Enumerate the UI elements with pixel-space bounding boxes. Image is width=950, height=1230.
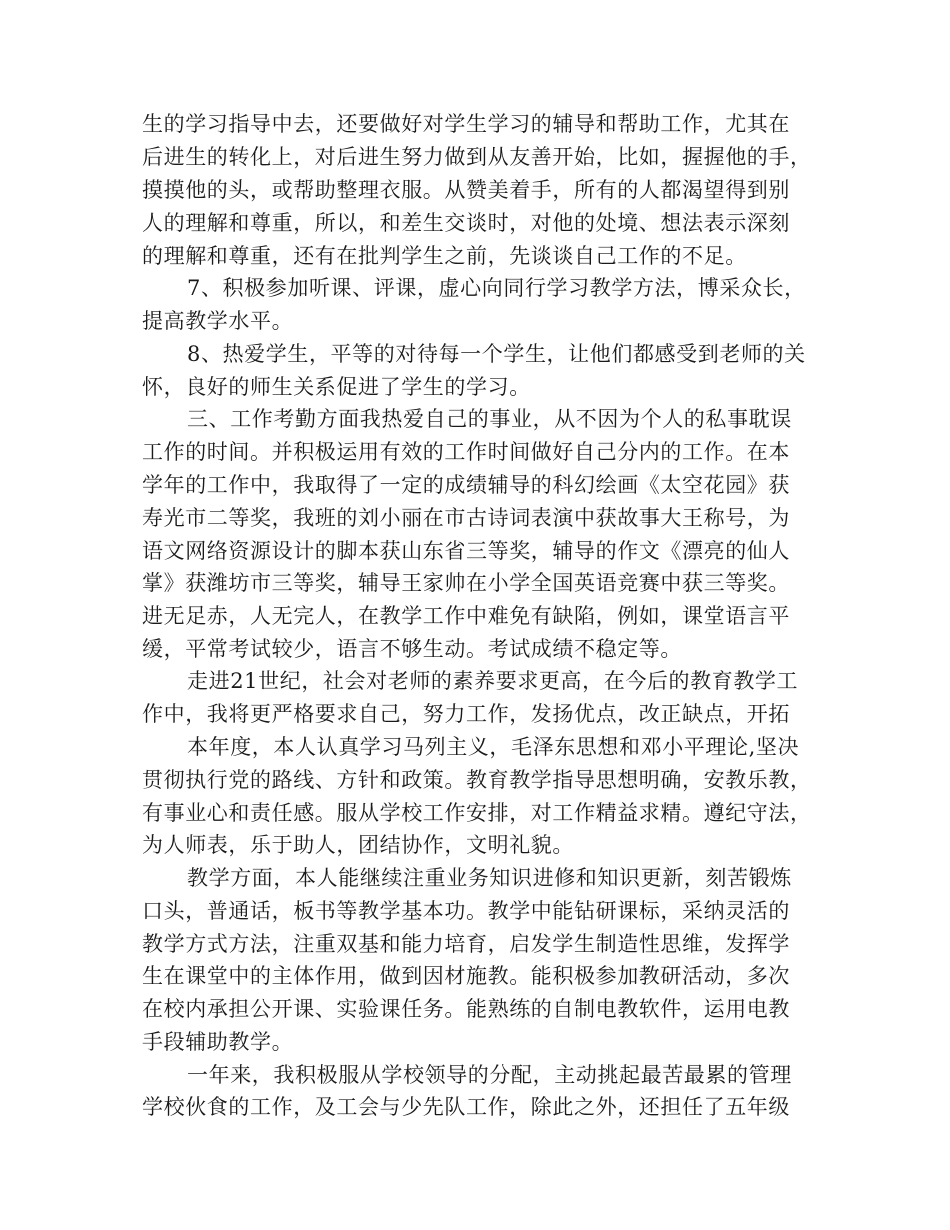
text-line: 的理解和尊重，还有在批判学生之前，先谈谈自己工作的不足。 [142,244,747,268]
text-line: 怀，良好的师生关系促进了学生的学习。 [142,375,531,399]
text-line: 手段辅助教学。 [142,1030,294,1054]
text-line: 掌》获潍坊市三等奖，辅导王家帅在小学全国英语竞赛中获三等奖。 [142,571,790,595]
text-line: 贯彻执行党的路线、方针和政策。教育教学指导思想明确，安教乐教， [142,768,812,792]
text-line: 摸摸他的头，或帮助整理衣服。从赞美着手，所有的人都渴望得到别 [142,178,790,202]
text-line: 走进21世纪，社会对老师的素养要求更高，在今后的教育教学工 [187,669,799,693]
text-line: 在校内承担公开课、实验课任务。能熟练的自制电教软件，运用电教 [142,997,790,1021]
text-line: 寿光市二等奖，我班的刘小丽在市古诗词表演中获故事大王称号，为 [142,506,790,530]
text-line: 学校伙食的工作，及工会与少先队工作，除此之外，还担任了五年级 [142,1095,790,1119]
text-line: 工作的时间。并积极运用有效的工作时间做好自己分内的工作。在本 [142,440,790,464]
text-line: 8、热爱学生，平等的对待每一个学生，让他们都感受到老师的关 [187,342,806,366]
text-line: 7、积极参加听课、评课，虚心向同行学习教学方法，博采众长， [187,276,806,300]
text-line: 学年的工作中，我取得了一定的成绩辅导的科幻绘画《太空花园》获 [142,473,790,497]
text-line: 生的学习指导中去，还要做好对学生学习的辅导和帮助工作，尤其在 [142,112,790,136]
text-line: 进无足赤，人无完人，在教学工作中难免有缺陷，例如，课堂语言平 [142,604,790,628]
text-line: 有事业心和责任感。服从学校工作安排，对工作精益求精。遵纪守法， [142,801,812,825]
text-line: 提高教学水平。 [142,309,294,333]
text-line: 口头，普通话，板书等教学基本功。教学中能钻研课标，采纳灵活的 [142,899,790,923]
text-line: 作中，我将更严格要求自己，努力工作，发扬优点，改正缺点，开拓 [142,702,790,726]
text-line: 缓，平常考试较少，语言不够生动。考试成绩不稳定等。 [142,637,682,661]
text-line: 教学方式方法，注重双基和能力培育，启发学生制造性思维，发挥学 [142,932,790,956]
text-line: 本年度，本人认真学习马列主义，毛泽东思想和邓小平理论,坚决 [187,735,800,759]
text-line: 为人师表，乐于助人，团结协作，文明礼貌。 [142,833,574,857]
text-line: 教学方面，本人能继续注重业务知识进修和知识更新，刻苦锻炼 [187,866,792,890]
text-line: 语文网络资源设计的脚本获山东省三等奖，辅导的作文《漂亮的仙人 [142,539,790,563]
text-line: 三、工作考勤方面我热爱自己的事业，从不因为个人的私事耽误 [187,407,792,431]
text-line: 后进生的转化上，对后进生努力做到从友善开始，比如，握握他的手， [142,145,812,169]
text-line: 生在课堂中的主体作用，做到因材施教。能积极参加教研活动，多次 [142,964,790,988]
text-line: 一年来，我积极服从学校领导的分配，主动挑起最苦最累的管理 [187,1063,792,1087]
text-line: 人的理解和尊重，所以，和差生交谈时，对他的处境、想法表示深刻 [142,211,790,235]
